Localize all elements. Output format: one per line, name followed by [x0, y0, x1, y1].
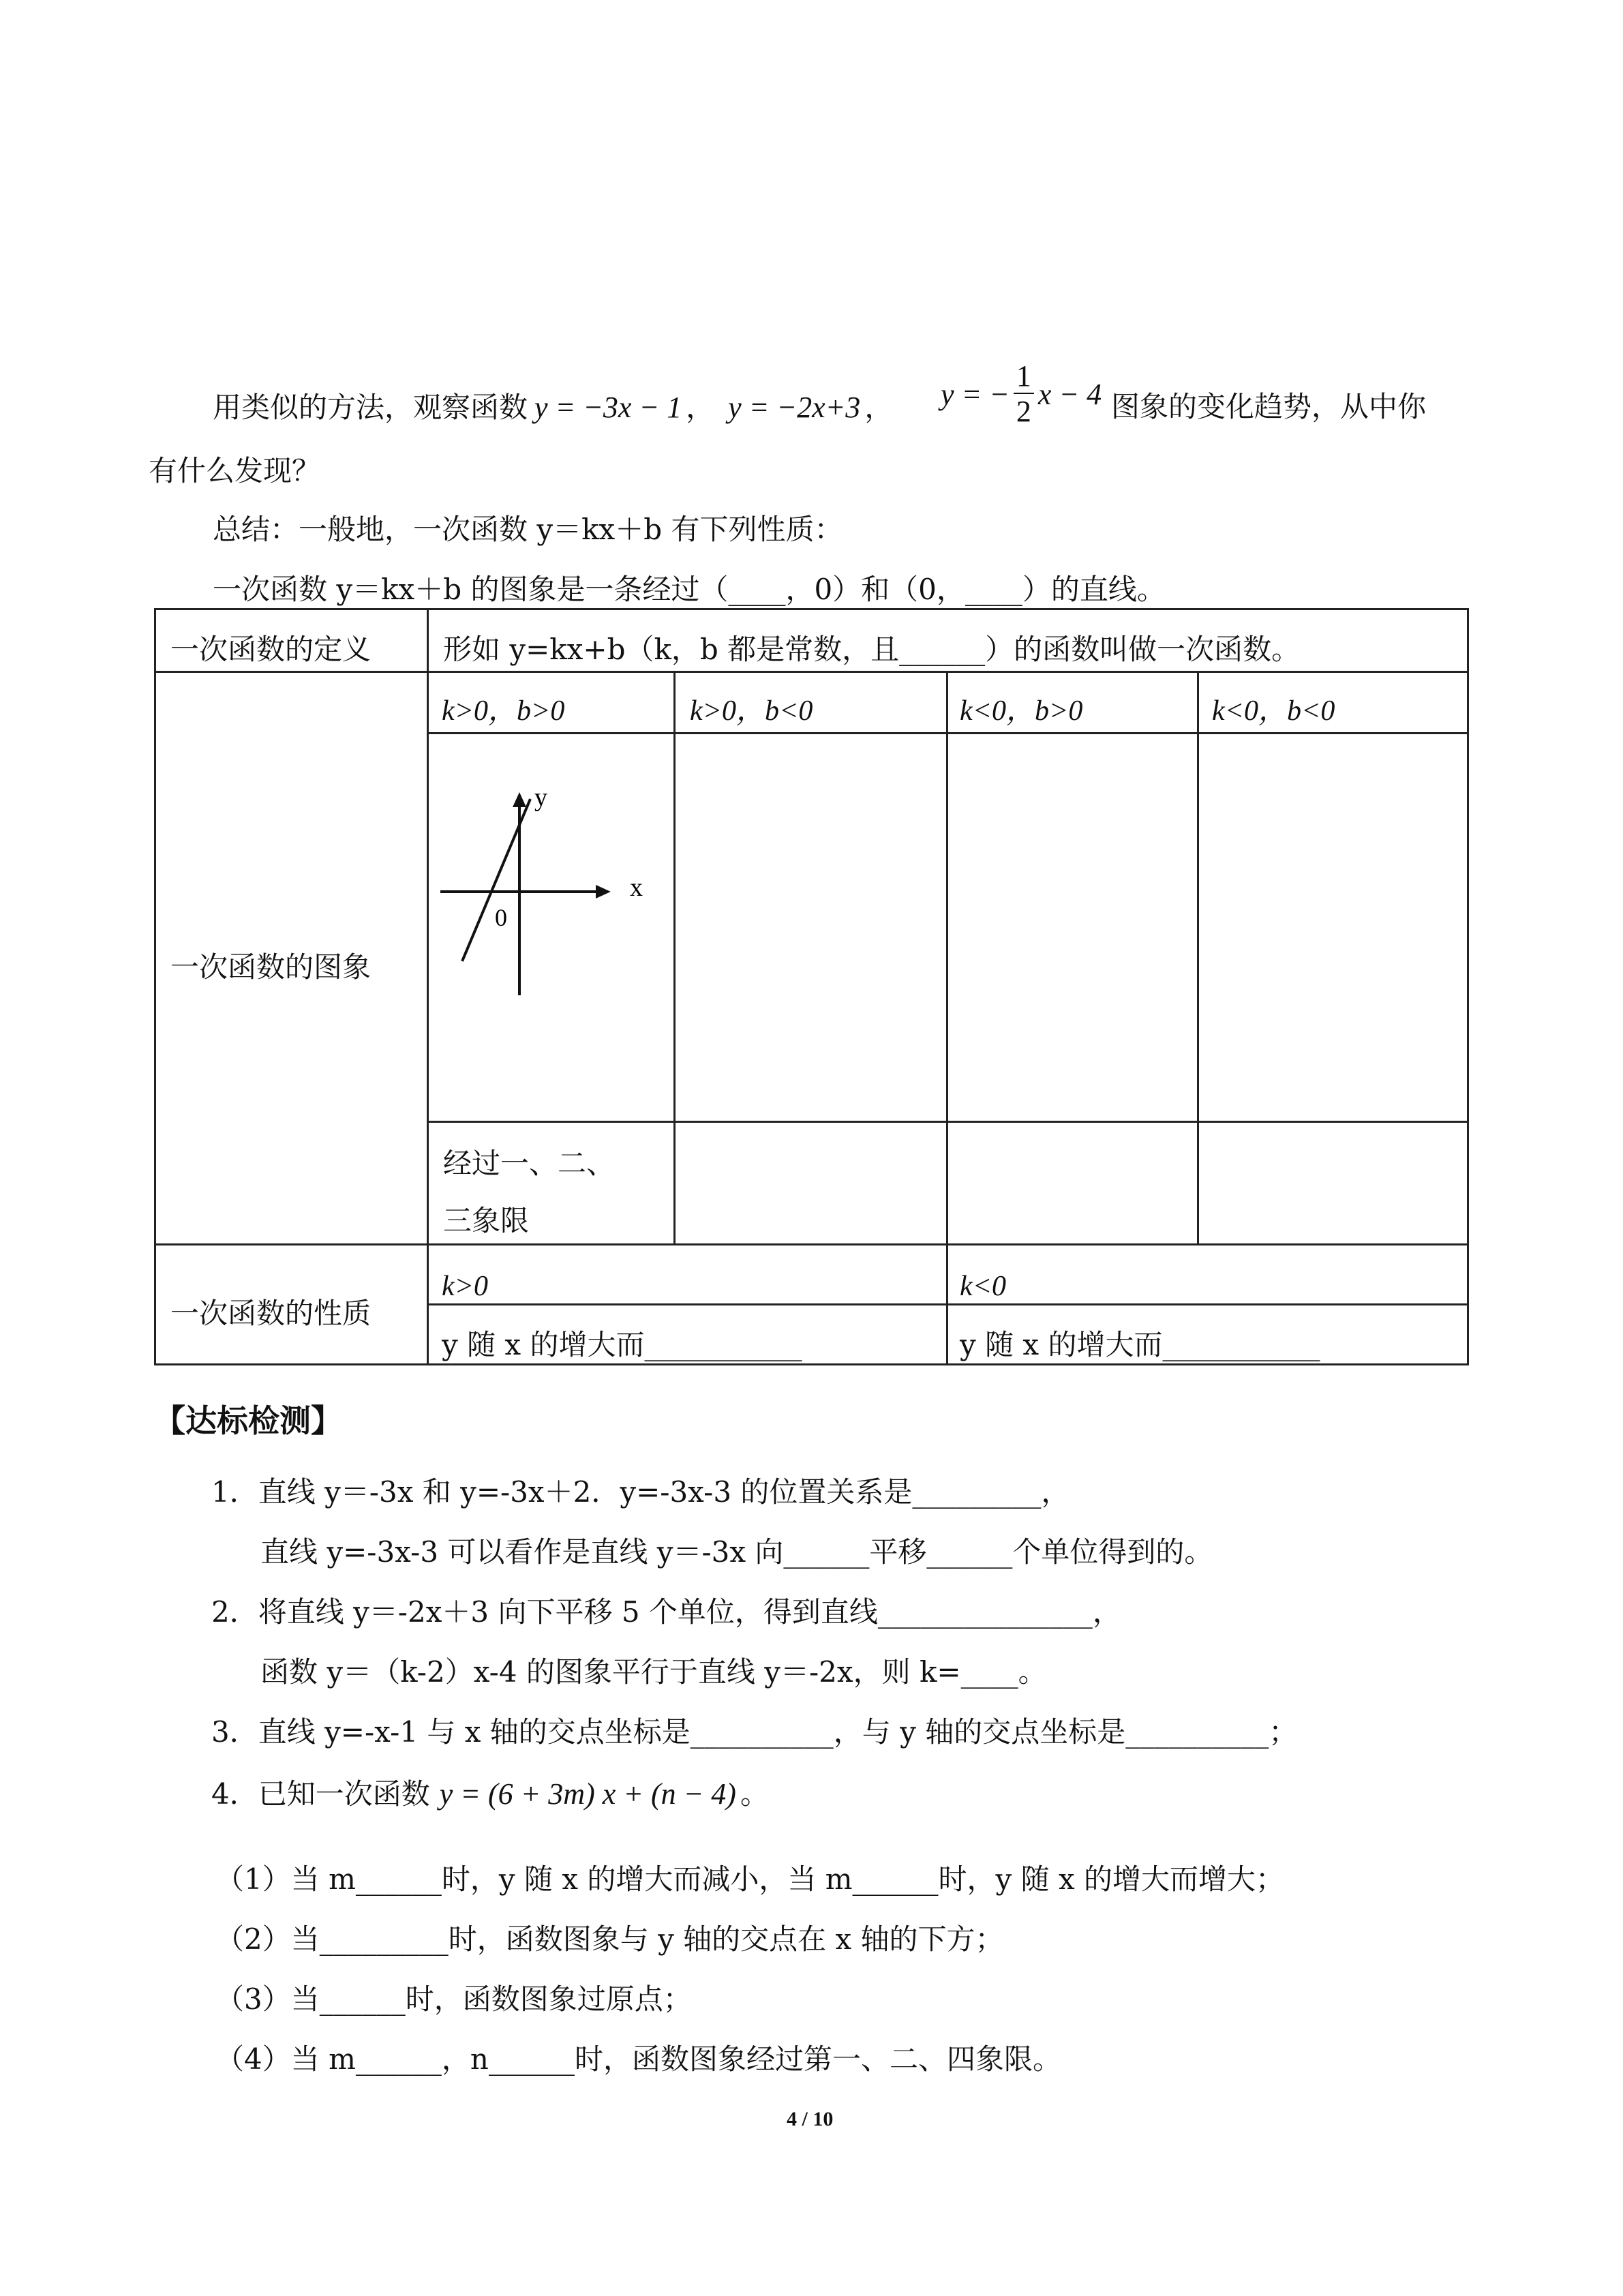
case-k-neg-b-neg: k<0，b<0	[1212, 695, 1335, 727]
function-3-suffix: x − 4	[1037, 377, 1102, 411]
function-3-prefix: y = −	[941, 377, 1010, 411]
case-k-pos-b-neg: k>0，b<0	[690, 695, 813, 727]
comma: ，	[686, 391, 715, 424]
property-k-negative: k<0	[960, 1271, 1006, 1302]
section-title: 【达标检测】	[154, 1402, 342, 1439]
table-border	[1467, 608, 1469, 1365]
intercept-line: 一次函数 y＝kx＋b 的图象是一条经过（____，0）和（0，____）的直线。	[213, 573, 1166, 606]
page-number: 4 / 10	[787, 2108, 834, 2130]
intro-line-1	[213, 393, 893, 423]
quadrant-text-line-2: 三象限	[443, 1204, 530, 1237]
table-border	[154, 1243, 1469, 1245]
definition-text: 形如 y=kx+b（k，b 都是常数，且______）的函数叫做一次函数。	[443, 633, 1301, 666]
question-4	[211, 1779, 769, 1809]
fraction	[1014, 361, 1034, 427]
x-axis-arrow	[596, 885, 611, 898]
question-4-suffix: 。	[740, 1777, 769, 1811]
function-2: y = −2x+3	[728, 391, 861, 424]
y-axis-arrow	[513, 792, 526, 807]
table-border	[427, 608, 429, 1365]
property-text-decreasing: y 随 x 的增大而___________	[960, 1328, 1320, 1361]
case-k-neg-b-pos: k<0，b>0	[960, 695, 1083, 727]
fraction-numerator: 1	[1014, 361, 1034, 394]
function-1: y = −3x − 1	[534, 391, 682, 424]
table-border	[154, 671, 1469, 673]
table-border	[1197, 671, 1199, 1245]
comma: ，	[864, 391, 894, 424]
row-head-graph: 一次函数的图象	[170, 950, 371, 984]
sample-graph	[429, 736, 672, 995]
table-border	[154, 608, 1469, 610]
sub-question-1: （1）当 m______时，y 随 x 的增大而减小，当 m______时，y 随 x 的增大而增大；	[215, 1862, 1285, 1896]
quadrant-text-line-1: 经过一、二、	[443, 1147, 616, 1180]
sub-question-4: （4）当 m______，n______时，函数图象经过第一、二、四象限。	[215, 2042, 1061, 2076]
table-border	[154, 1363, 1469, 1365]
row-head-definition: 一次函数的定义	[170, 633, 371, 666]
intro-line-2: 有什么发现？	[149, 454, 321, 487]
question-3: 3．直线 y=-x-1 与 x 轴的交点坐标是__________，与 y 轴的交点坐标是__________；	[211, 1715, 1298, 1749]
question-1-line-2: 直线 y=-3x-3 可以看作是直线 y＝-3x 向______平移______个单位得到的。	[260, 1535, 1213, 1569]
row-head-properties: 一次函数的性质	[170, 1297, 371, 1330]
property-text-increasing: y 随 x 的增大而___________	[442, 1328, 802, 1361]
intro-text-start: 用类似的方法，观察函数	[213, 391, 528, 424]
case-k-pos-b-pos: k>0，b>0	[442, 695, 565, 727]
question-2-line-2: 函数 y＝（k-2）x-4 的图象平行于直线 y＝-2x，则 k=____。	[260, 1655, 1047, 1689]
sub-question-3: （3）当______时，函数图象过原点；	[215, 1982, 692, 2016]
summary-line: 总结：一般地，一次函数 y＝kx＋b 有下列性质：	[213, 513, 843, 546]
origin-label: 0	[495, 904, 507, 931]
fraction-denominator: 2	[1016, 395, 1031, 428]
question-1-line-1: 1．直线 y＝-3x 和 y=-3x＋2．y=-3x-3 的位置关系是_________，	[211, 1475, 1070, 1509]
table-border	[673, 671, 676, 1245]
question-4-expression: y = (6 + 3m) x + (n − 4)	[439, 1777, 736, 1811]
function-3	[941, 361, 1102, 427]
x-axis-label: x	[630, 873, 643, 902]
property-k-positive: k>0	[442, 1271, 488, 1302]
table-border	[946, 671, 948, 1365]
table-border	[154, 608, 156, 1365]
intro-text-end: 图象的变化趋势，从中你	[1111, 390, 1427, 423]
y-axis-label: y	[534, 783, 547, 812]
question-2-line-1: 2．将直线 y＝-2x＋3 向下平移 5 个单位，得到直线_______________，	[211, 1595, 1121, 1629]
question-4-prefix: 4．已知一次函数	[211, 1777, 430, 1811]
sub-question-2: （2）当_________时，函数图象与 y 轴的交点在 x 轴的下方；	[215, 1922, 1004, 1956]
